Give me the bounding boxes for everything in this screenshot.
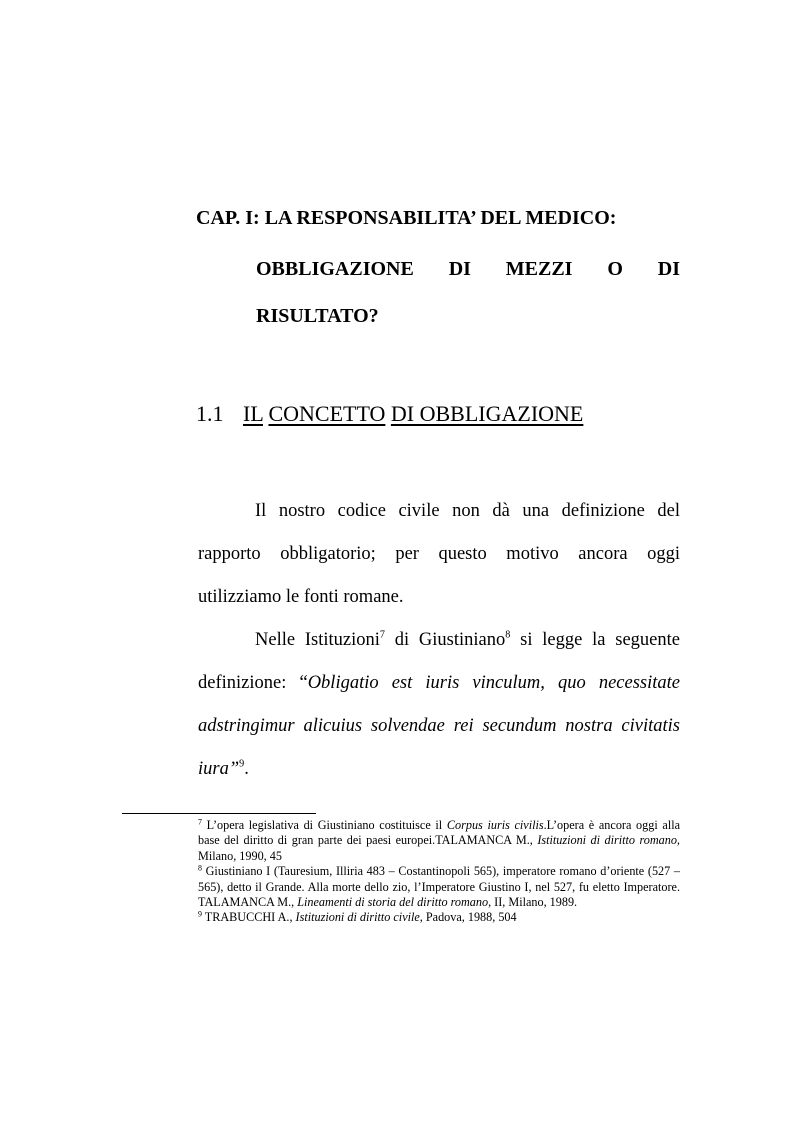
chapter-word: DI (657, 258, 680, 280)
section-heading (196, 400, 680, 428)
chapter-title-line-2 (256, 255, 680, 283)
footnote-ref-7: 7 (379, 629, 385, 641)
footnote-8 (198, 864, 680, 910)
footnote-ref-9: 9 (239, 758, 245, 770)
section-title-word: DI OBBLIGAZIONE (390, 401, 584, 426)
paragraph-1-line-2: rapporto obbligatorio; per questo motivo ancora oggi (198, 544, 680, 564)
chapter-word: DI (448, 258, 471, 280)
latin-quote: Obligatio est iuris vinculum, quo necessitate adstringimur alicuius solvendae rei secundum nostra civitatis iura (198, 673, 680, 779)
paragraph-text: si legge la seguente definizione: “ (198, 630, 680, 693)
chapter-word: MEZZI (505, 258, 573, 280)
footnote-mark: 9 (198, 910, 202, 920)
footnote-italic: Corpus iuris civilis (446, 818, 544, 832)
footnote-separator (122, 813, 316, 814)
footnote-ref-8: 8 (505, 629, 511, 641)
footnote-text: .L’opera è ancora oggi alla base del diritto di gran parte dei paesi europei.TALAMANCA M., (198, 818, 681, 848)
footnote-italic: Istituzioni di diritto romano, (537, 833, 680, 848)
body-text (198, 490, 680, 791)
footnote-9 (198, 910, 680, 925)
chapter-title-line-3: RISULTATO? (256, 305, 379, 327)
footnote-italic: Lineamenti di storia del diritto romano (297, 895, 489, 910)
footnote-mark: 7 (198, 817, 202, 827)
paragraph-text: di Giustiniano (384, 630, 506, 650)
paragraph-end: . (244, 759, 249, 779)
paragraph-2 (198, 619, 680, 791)
section-title-word: IL (243, 401, 263, 426)
paragraph-1-line-3: utilizziamo le fonti romane. (198, 587, 404, 607)
footnote-text: , II, Milano, 1989. (488, 895, 578, 910)
footnotes (198, 818, 680, 926)
footnote-mark: 8 (198, 863, 202, 873)
chapter-title (196, 204, 680, 327)
footnote-text: Padova, 1988, 504 (422, 910, 517, 925)
footnote-text: Milano, 1990, 45 (198, 848, 282, 863)
quote-close: ” (228, 759, 240, 779)
section-title-word: CONCETTO (268, 401, 386, 426)
footnote-text: L’opera legislativa di Giustiniano costituisce il (201, 818, 447, 832)
footnote-text: Giustiniano I (Tauresium, Illiria 483 – Costantinopoli 565), imperatore romano d’oriente (527 – 565), detto il Grande. Alla morte dello zio, l’Imperatore Giustino I, nel 527, fu eletto Imperatore. TALAMANCA M., (198, 864, 680, 910)
chapter-word: O (607, 258, 623, 280)
paragraph-1-line-1: Il nostro codice civile non dà una definizione del (255, 501, 680, 521)
chapter-title-line-1: CAP. I: LA RESPONSABILITA’ DEL MEDICO: (196, 207, 617, 229)
footnote-7 (198, 818, 680, 864)
footnote-text: TRABUCCHI A., (201, 910, 296, 925)
chapter-word: OBBLIGAZIONE (256, 258, 414, 280)
section-number: 1.1 (196, 401, 224, 426)
paragraph-text: Nelle Istituzioni (255, 630, 380, 650)
footnote-italic: Istituzioni di diritto civile, (295, 910, 423, 925)
